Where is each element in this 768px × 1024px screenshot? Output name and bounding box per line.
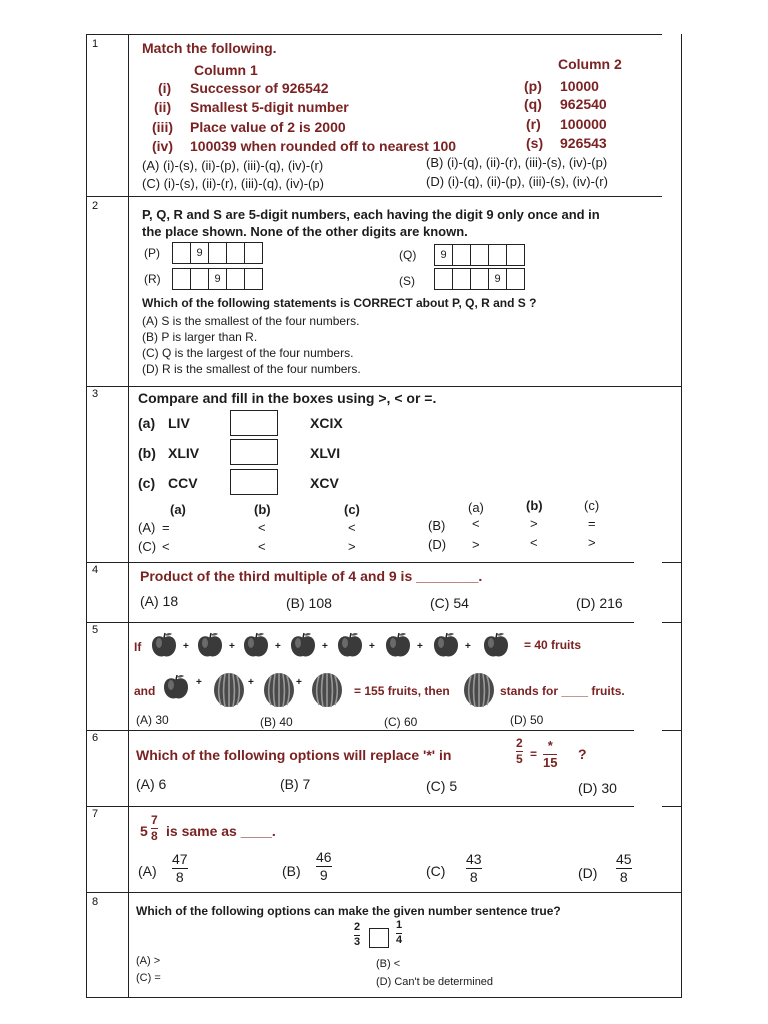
row-divider-4 — [86, 622, 634, 623]
q1-row-label: (ii) — [154, 99, 172, 115]
q3-option-d-val: < — [530, 535, 538, 550]
q2-option-d[interactable]: (D) R is the smallest of the four numbers. — [142, 362, 361, 376]
q7-option-num: 45 — [616, 851, 632, 867]
q6-question: Which of the following options will replace '*' in — [136, 747, 452, 763]
q3-col-head: (b) — [526, 498, 543, 513]
q8-f1-den: 3 — [354, 935, 361, 948]
q3-option-a-val: < — [348, 520, 356, 535]
q8-option-d[interactable]: (D) Can't be determined — [376, 976, 494, 988]
q3-option-label: (D) — [428, 537, 447, 552]
plus-sign: + — [417, 641, 423, 652]
row-divider-3b — [662, 562, 682, 563]
q3-answer-box-a[interactable] — [230, 410, 278, 436]
question-number-4: 4 — [92, 564, 99, 576]
plus-sign: + — [196, 677, 202, 688]
q8-question: Which of the following options can make the given number sentence true? — [136, 904, 561, 918]
number-column-divider — [128, 34, 129, 998]
q2-line1: P, Q, R and S are 5-digit numbers, each having the digit 9 only once and in — [142, 207, 600, 222]
q2-label-s: (S) — [399, 274, 415, 288]
q2-box-p — [172, 242, 262, 264]
q5-option-b[interactable]: (B) 40 — [260, 715, 293, 729]
q2-box-s — [434, 268, 524, 290]
q3-item-left: XLIV — [168, 445, 200, 461]
q3-option-c[interactable] — [138, 539, 156, 554]
q8-fraction-right — [396, 920, 402, 946]
q2-option-c[interactable]: (C) Q is the largest of the four numbers. — [142, 346, 354, 360]
apple-image — [336, 631, 364, 659]
q5-and: and — [134, 684, 156, 698]
plus-sign: + — [369, 641, 375, 652]
q7-option-den: 8 — [619, 868, 628, 885]
q5-eq1: = 40 fruits — [524, 638, 582, 652]
q8-f1-num: 2 — [354, 921, 361, 933]
q3-item-right: XCV — [310, 475, 339, 491]
q4-option-b[interactable]: (B) 108 — [286, 595, 332, 611]
q7-option-c-label[interactable]: (C) — [426, 863, 446, 879]
row-divider-5 — [86, 730, 634, 731]
q7-option-den: 9 — [319, 866, 328, 883]
q6-frac1-num: 2 — [516, 736, 523, 750]
q8-f2-den: 4 — [396, 933, 403, 946]
q6-frac1-den: 5 — [516, 752, 523, 767]
question-number-1: 1 — [92, 38, 99, 50]
q2-label-r: (R) — [144, 272, 161, 286]
q2-digit: 9 — [190, 242, 209, 264]
q3-option-c-val: < — [162, 539, 170, 554]
q5-option-a[interactable]: (A) 30 — [136, 713, 169, 727]
row-divider-bottom — [86, 997, 682, 998]
q5-option-d[interactable]: (D) 50 — [510, 713, 544, 727]
q2-box-r — [172, 268, 262, 290]
row-divider-2 — [86, 386, 682, 387]
q1-option-b[interactable]: (B) (i)-(q), (ii)-(r), (iii)-(s), (iv)-(p) — [426, 155, 608, 170]
q2-box-q — [434, 244, 524, 266]
q7-fraction — [151, 814, 158, 843]
q6-option-a[interactable]: (A) 6 — [136, 776, 167, 792]
q1-match-text: 10000 — [560, 78, 599, 94]
q6-fraction-right — [543, 739, 557, 770]
q8-option-b[interactable]: (B) < — [376, 958, 401, 970]
q4-option-c[interactable]: (C) 54 — [430, 595, 469, 611]
row-divider-6 — [86, 806, 634, 807]
q2-option-b[interactable]: (B) P is larger than R. — [142, 330, 258, 344]
plus-sign: + — [248, 677, 254, 688]
q3-option-b-val: < — [472, 516, 480, 531]
q3-option-c-val: > — [348, 539, 356, 554]
q7-option-num: 47 — [172, 851, 188, 867]
q2-digit: 9 — [208, 268, 227, 290]
melon-image — [212, 672, 246, 708]
row-divider-6b — [662, 806, 682, 807]
right-border — [681, 34, 682, 998]
question-number-6: 6 — [92, 732, 99, 744]
row-divider-3 — [86, 562, 634, 563]
row-divider-7 — [86, 892, 682, 893]
q1-match-label: (s) — [526, 135, 544, 151]
q3-col-head: (a) — [468, 500, 484, 515]
q1-column2-header: Column 2 — [558, 56, 622, 72]
q7-fnum: 7 — [151, 813, 158, 827]
q3-item-right: XLVI — [310, 445, 341, 461]
q1-row-label: (iii) — [152, 119, 173, 135]
q8-f2-num: 1 — [396, 919, 403, 931]
q3-option-d-val: > — [472, 537, 480, 552]
q6-option-c[interactable]: (C) 5 — [426, 778, 458, 794]
q2-digit: 9 — [434, 244, 453, 266]
q7-option-den: 8 — [175, 868, 184, 885]
q3-item-left: CCV — [168, 475, 198, 491]
row-divider-top — [86, 34, 662, 35]
q3-option-label: (A) — [138, 520, 156, 535]
q3-item-right: XCIX — [310, 415, 343, 431]
row-divider-4b — [662, 622, 682, 623]
q2-label-q: (Q) — [399, 248, 417, 262]
q7-option-num: 43 — [466, 851, 482, 867]
q3-col-head: (c) — [344, 502, 360, 517]
q2-line2: the place shown. None of the other digits are known. — [142, 224, 468, 239]
apple-image — [162, 673, 190, 701]
left-border — [86, 34, 87, 998]
q3-col-head: (a) — [170, 502, 186, 517]
q7-text: is same as ____. — [166, 823, 276, 839]
q7-whole: 5 — [140, 823, 148, 839]
q3-col-head: (c) — [584, 498, 600, 513]
q2-option-a[interactable]: (A) S is the smallest of the four numbers. — [142, 314, 360, 328]
q3-option-b-val: = — [588, 516, 596, 531]
q3-item-label: (b) — [138, 445, 156, 461]
melon-image — [262, 672, 296, 708]
q3-answer-box-c[interactable] — [230, 469, 278, 495]
q2-label-p: (P) — [144, 246, 160, 260]
q3-item-label: (a) — [138, 415, 156, 431]
plus-sign: + — [229, 641, 235, 652]
q5-if: If — [134, 640, 142, 654]
plus-sign: + — [322, 641, 328, 652]
melon-image — [462, 672, 496, 708]
q1-title: Match the following. — [142, 40, 277, 56]
q3-item-left: LIV — [168, 415, 190, 431]
q3-option-a[interactable] — [138, 520, 155, 535]
q7-fden: 8 — [151, 829, 158, 844]
plus-sign: + — [296, 677, 302, 688]
question-number-3: 3 — [92, 388, 99, 400]
q7-option-b-frac — [316, 850, 332, 882]
q6-frac2-num: * — [547, 738, 553, 753]
q4-option-d[interactable]: (D) 216 — [576, 595, 623, 611]
q1-match-text: 962540 — [560, 96, 607, 112]
plus-sign: + — [275, 641, 281, 652]
q4-question: Product of the third multiple of 4 and 9 is ________. — [140, 568, 483, 584]
q2-digit: 9 — [488, 268, 507, 290]
apple-image — [242, 631, 270, 659]
q1-match-label: (r) — [526, 116, 541, 132]
q7-option-den: 8 — [469, 868, 478, 885]
q8-answer-box[interactable] — [369, 928, 389, 948]
q6-option-d[interactable]: (D) 30 — [578, 780, 617, 796]
q1-match-text: 100000 — [560, 116, 607, 132]
q1-option-c[interactable]: (C) (i)-(s), (ii)-(r), (iii)-(q), (iv)-(p) — [142, 176, 324, 191]
question-number-8: 8 — [92, 896, 99, 908]
q1-option-a[interactable]: (A) (i)-(s), (ii)-(p), (iii)-(q), (iv)-(r) — [142, 158, 324, 173]
apple-image — [196, 631, 224, 659]
row-divider-5b — [662, 730, 682, 731]
q3-item-label: (c) — [138, 475, 156, 491]
apple-image — [150, 631, 178, 659]
q7-option-c-frac — [466, 852, 482, 884]
q3-option-a-val: = — [162, 520, 170, 535]
q7-option-a-frac — [172, 852, 188, 884]
q3-title: Compare and fill in the boxes using >, < or =. — [138, 390, 437, 406]
melon-image — [310, 672, 344, 708]
q1-match-label: (p) — [524, 78, 542, 94]
apple-image — [432, 631, 460, 659]
q1-option-d[interactable]: (D) (i)-(q), (ii)-(p), (iii)-(s), (iv)-(r) — [426, 174, 608, 189]
q3-option-c-val: < — [258, 539, 266, 554]
q3-option-d-val: > — [588, 535, 596, 550]
question-number-7: 7 — [92, 808, 99, 820]
q3-col-head: (b) — [254, 502, 271, 517]
q3-option-label: (B) — [428, 518, 446, 533]
q1-row-label: (i) — [158, 80, 172, 96]
question-number-5: 5 — [92, 624, 99, 636]
q3-answer-box-b[interactable] — [230, 439, 278, 465]
q3-option-b[interactable] — [428, 518, 445, 533]
q7-option-d-label[interactable]: (D) — [578, 865, 598, 881]
q2-question: Which of the following statements is CORRECT about P, Q, R and S ? — [142, 296, 537, 310]
plus-sign: + — [465, 641, 471, 652]
q6-fraction-left — [516, 737, 523, 766]
question-number-2: 2 — [92, 200, 99, 212]
q6-equals: = — [530, 747, 538, 761]
q1-column1-header: Column 1 — [194, 62, 258, 78]
q1-row-label: (iv) — [152, 138, 173, 154]
q8-option-c[interactable]: (C) = — [136, 972, 161, 984]
q7-option-num: 46 — [316, 849, 332, 865]
q1-match-label: (q) — [524, 96, 542, 112]
q1-match-text: 926543 — [560, 135, 607, 151]
q1-row-text: Place value of 2 is 2000 — [190, 119, 346, 135]
q6-option-b[interactable]: (B) 7 — [280, 776, 311, 792]
q3-option-a-val: < — [258, 520, 266, 535]
q1-row-text: Smallest 5-digit number — [190, 99, 349, 115]
question-sheet — [86, 34, 682, 998]
q5-eq2: = 155 fruits, then — [354, 684, 450, 698]
q1-row-text: Successor of 926542 — [190, 80, 329, 96]
apple-image — [482, 631, 510, 659]
q7-option-b-label[interactable]: (B) — [282, 863, 301, 879]
row-divider-1 — [86, 196, 662, 197]
q6-frac2-den: 15 — [543, 755, 558, 771]
plus-sign: + — [183, 641, 189, 652]
q3-option-d[interactable] — [428, 537, 446, 552]
q4-option-a[interactable]: (A) 18 — [140, 593, 179, 609]
q8-fraction-left — [354, 922, 360, 948]
q3-option-label: (C) — [138, 539, 157, 554]
q8-option-a[interactable]: (A) > — [136, 955, 161, 967]
q1-row-text: 100039 when rounded off to nearest 100 — [190, 138, 457, 154]
apple-image — [289, 631, 317, 659]
q3-option-b-val: > — [530, 516, 538, 531]
q6-qmark: ? — [578, 746, 587, 762]
q7-option-d-frac — [616, 852, 632, 884]
apple-image — [384, 631, 412, 659]
q5-stands: stands for ____ fruits. — [500, 684, 625, 698]
q5-option-c[interactable]: (C) 60 — [384, 715, 418, 729]
q7-option-a-label[interactable]: (A) — [138, 863, 157, 879]
